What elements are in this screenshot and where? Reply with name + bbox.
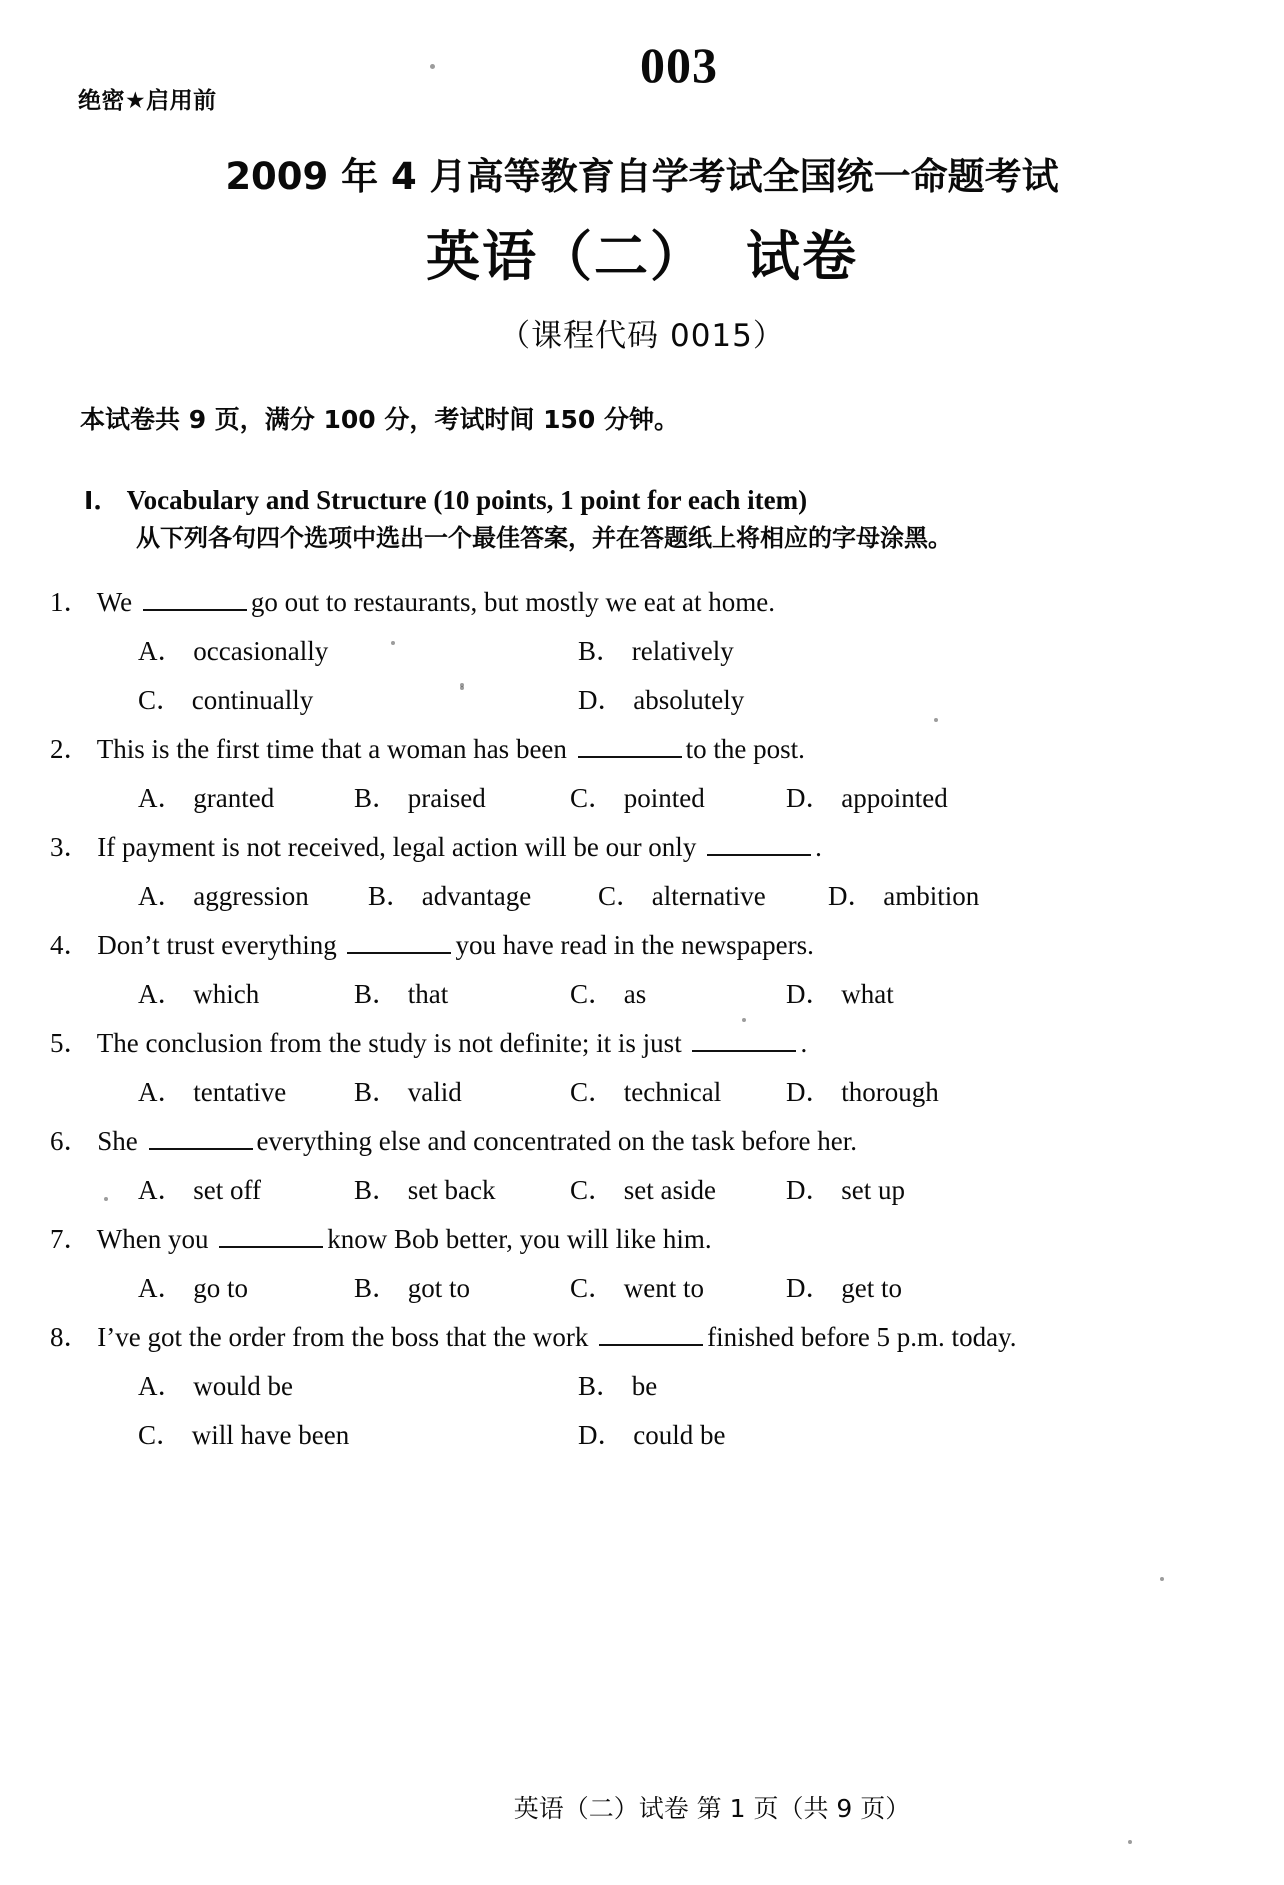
option-row bbox=[0, 1166, 1284, 1215]
section-heading bbox=[84, 478, 807, 517]
option-letter: C． bbox=[570, 783, 616, 813]
question-item bbox=[0, 823, 1284, 921]
option-letter: A． bbox=[138, 1077, 185, 1107]
scan-speck bbox=[1128, 1840, 1132, 1844]
option-text: be bbox=[631, 1371, 658, 1401]
scan-speck bbox=[104, 1197, 108, 1201]
subject-title bbox=[0, 214, 1284, 291]
option-choice[interactable] bbox=[828, 872, 1058, 921]
option-text: tentative bbox=[193, 1077, 287, 1107]
option-letter: B． bbox=[578, 1371, 624, 1401]
secrecy-mark: 绝密★启用前 bbox=[78, 88, 217, 114]
option-text: granted bbox=[193, 783, 275, 813]
option-choice[interactable] bbox=[570, 1166, 786, 1215]
option-text: what bbox=[841, 979, 894, 1009]
answer-blank bbox=[149, 1128, 253, 1150]
answer-blank bbox=[578, 736, 682, 758]
question-number: 5． bbox=[50, 1028, 91, 1058]
option-choice[interactable] bbox=[138, 1166, 354, 1215]
option-text: pointed bbox=[623, 783, 705, 813]
stem-text-before-blank: She bbox=[97, 1126, 138, 1156]
section-heading-text: Vocabulary and Structure (10 points, 1 point for each item) bbox=[126, 485, 808, 515]
stem-text-before-blank: The conclusion from the study is not definite; it is just bbox=[96, 1028, 682, 1058]
question-stem bbox=[0, 921, 1284, 970]
stem-text-after-blank: everything else and concentrated on the task before her. bbox=[256, 1126, 857, 1156]
question-number: 8． bbox=[50, 1322, 91, 1352]
scan-speck bbox=[742, 1018, 746, 1022]
stem-text-after-blank: know Bob better, you will like him. bbox=[327, 1224, 712, 1254]
option-letter: B． bbox=[354, 783, 400, 813]
paper-word: 试卷 bbox=[746, 225, 858, 288]
option-text: relatively bbox=[631, 636, 734, 666]
option-text: get to bbox=[841, 1273, 902, 1303]
stem-text-after-blank: you have read in the newspapers. bbox=[455, 930, 814, 960]
subject-name: 英语（二） bbox=[426, 225, 706, 288]
option-text: advantage bbox=[421, 881, 532, 911]
question-item bbox=[0, 725, 1284, 823]
option-letter: B． bbox=[354, 1077, 400, 1107]
option-choice[interactable] bbox=[354, 1068, 570, 1117]
option-choice[interactable] bbox=[368, 872, 598, 921]
option-letter: B． bbox=[354, 979, 400, 1009]
question-number: 4． bbox=[50, 930, 91, 960]
option-text: go to bbox=[193, 1273, 249, 1303]
option-text: thorough bbox=[841, 1077, 939, 1107]
question-number: 3． bbox=[50, 832, 91, 862]
course-code: （课程代码 0015） bbox=[499, 318, 785, 354]
answer-blank bbox=[219, 1226, 323, 1248]
option-letter: A． bbox=[138, 636, 185, 666]
option-choice[interactable] bbox=[138, 1264, 354, 1313]
option-choice[interactable] bbox=[570, 774, 786, 823]
option-letter: A． bbox=[138, 1273, 185, 1303]
option-letter: C． bbox=[138, 1420, 184, 1450]
option-row bbox=[0, 627, 1284, 676]
option-text: absolutely bbox=[633, 685, 745, 715]
option-choice[interactable] bbox=[138, 1068, 354, 1117]
paper-number: 003 bbox=[640, 37, 718, 93]
option-text: aggression bbox=[193, 881, 309, 911]
question-stem bbox=[0, 1313, 1284, 1362]
option-row bbox=[0, 774, 1284, 823]
option-choice[interactable] bbox=[786, 1264, 1002, 1313]
scan-speck bbox=[934, 718, 938, 722]
question-stem bbox=[0, 1019, 1284, 1068]
option-letter: A． bbox=[138, 1371, 185, 1401]
stem-text-before-blank: Don’t trust everything bbox=[97, 930, 337, 960]
option-text: will have been bbox=[191, 1420, 350, 1450]
option-letter: A． bbox=[138, 1175, 185, 1205]
exam-title: 2009 年 4 月高等教育自学考试全国统一命题考试 bbox=[225, 155, 1059, 198]
option-text: ambition bbox=[883, 881, 980, 911]
option-letter: A． bbox=[138, 979, 185, 1009]
option-choice[interactable] bbox=[786, 774, 1002, 823]
answer-blank bbox=[143, 589, 247, 611]
stem-text-after-blank: . bbox=[815, 832, 822, 862]
option-choice[interactable] bbox=[138, 872, 368, 921]
question-number: 7． bbox=[50, 1224, 91, 1254]
option-letter: D． bbox=[578, 1420, 625, 1450]
option-text: occasionally bbox=[193, 636, 329, 666]
option-text: went to bbox=[623, 1273, 705, 1303]
option-letter: C． bbox=[570, 1175, 616, 1205]
option-letter: B． bbox=[368, 881, 414, 911]
option-choice[interactable] bbox=[138, 676, 578, 725]
scan-speck bbox=[430, 64, 435, 69]
option-choice[interactable] bbox=[138, 1362, 578, 1411]
option-letter: D． bbox=[578, 685, 625, 715]
option-text: set back bbox=[407, 1175, 496, 1205]
option-letter: A． bbox=[138, 881, 185, 911]
option-letter: D． bbox=[786, 979, 833, 1009]
option-row bbox=[0, 970, 1284, 1019]
scan-speck bbox=[460, 686, 464, 690]
option-letter: D． bbox=[786, 1077, 833, 1107]
option-text: set aside bbox=[623, 1175, 716, 1205]
option-choice[interactable] bbox=[598, 872, 828, 921]
option-choice[interactable] bbox=[578, 627, 1018, 676]
option-text: could be bbox=[633, 1420, 726, 1450]
option-choice[interactable] bbox=[354, 970, 570, 1019]
option-letter: D． bbox=[786, 1175, 833, 1205]
option-text: that bbox=[407, 979, 449, 1009]
question-item bbox=[0, 1313, 1284, 1460]
scan-speck bbox=[1160, 1577, 1164, 1581]
section-dot: ． bbox=[93, 485, 121, 515]
option-choice[interactable] bbox=[578, 676, 1018, 725]
option-letter: D． bbox=[828, 881, 875, 911]
option-choice[interactable] bbox=[354, 774, 570, 823]
stem-text-before-blank: I’ve got the order from the boss that the work bbox=[97, 1322, 589, 1352]
option-letter: B． bbox=[578, 636, 624, 666]
option-choice[interactable] bbox=[138, 1411, 578, 1460]
question-stem bbox=[0, 725, 1284, 774]
scan-speck bbox=[391, 641, 395, 645]
question-stem bbox=[0, 823, 1284, 872]
option-letter: C． bbox=[570, 1273, 616, 1303]
option-choice[interactable] bbox=[786, 970, 1002, 1019]
option-text: set off bbox=[193, 1175, 261, 1205]
option-choice[interactable] bbox=[138, 627, 578, 676]
stem-text-after-blank: . bbox=[800, 1028, 808, 1058]
question-item bbox=[0, 921, 1284, 1019]
option-choice[interactable] bbox=[570, 1264, 786, 1313]
option-choice[interactable] bbox=[570, 1068, 786, 1117]
option-letter: A． bbox=[138, 783, 185, 813]
option-letter: C． bbox=[570, 1077, 616, 1107]
option-choice[interactable] bbox=[138, 970, 354, 1019]
page-footer: 英语（二）试卷 第 1 页（共 9 页） bbox=[513, 1794, 911, 1823]
question-list bbox=[0, 578, 1284, 1460]
option-letter: C． bbox=[598, 881, 644, 911]
question-stem bbox=[0, 1215, 1284, 1264]
option-text: alternative bbox=[651, 881, 766, 911]
option-text: appointed bbox=[841, 783, 948, 813]
question-item bbox=[0, 578, 1284, 725]
option-text: praised bbox=[407, 783, 486, 813]
option-text: technical bbox=[623, 1077, 722, 1107]
option-letter: C． bbox=[138, 685, 184, 715]
section-instruction: 从下列各句四个选项中选出一个最佳答案，并在答题纸上将相应的字母涂黑。 bbox=[136, 524, 952, 552]
option-text: which bbox=[193, 979, 260, 1009]
stem-text-after-blank: to the post. bbox=[685, 734, 805, 764]
question-stem bbox=[0, 578, 1284, 627]
option-letter: D． bbox=[786, 1273, 833, 1303]
option-choice[interactable] bbox=[138, 774, 354, 823]
question-number: 6． bbox=[50, 1126, 91, 1156]
option-row bbox=[0, 1068, 1284, 1117]
exam-info-line: 本试卷共 9 页，满分 100 分，考试时间 150 分钟。 bbox=[80, 405, 679, 434]
stem-text-before-blank: We bbox=[96, 587, 133, 617]
stem-text-after-blank: go out to restaurants, but mostly we eat at home. bbox=[250, 587, 775, 617]
option-text: set up bbox=[841, 1175, 905, 1205]
section-roman-numeral: Ⅰ bbox=[84, 486, 94, 515]
option-choice[interactable] bbox=[578, 1411, 1018, 1460]
option-row bbox=[0, 676, 1284, 725]
option-row bbox=[0, 1411, 1284, 1460]
question-number: 1． bbox=[50, 587, 91, 617]
option-choice[interactable] bbox=[354, 1264, 570, 1313]
answer-blank bbox=[599, 1324, 703, 1346]
stem-text-before-blank: If payment is not received, legal action will be our only bbox=[97, 832, 697, 862]
option-choice[interactable] bbox=[570, 970, 786, 1019]
question-item bbox=[0, 1117, 1284, 1215]
option-text: would be bbox=[193, 1371, 293, 1401]
stem-text-before-blank: When you bbox=[96, 1224, 209, 1254]
option-text: got to bbox=[407, 1273, 471, 1303]
option-choice[interactable] bbox=[578, 1362, 1018, 1411]
option-row bbox=[0, 1362, 1284, 1411]
answer-blank bbox=[707, 834, 811, 856]
stem-text-after-blank: finished before 5 p.m. today. bbox=[707, 1322, 1017, 1352]
stem-text-before-blank: This is the first time that a woman has been bbox=[96, 734, 567, 764]
answer-blank bbox=[692, 1030, 796, 1052]
option-text: as bbox=[623, 979, 647, 1009]
option-text: valid bbox=[407, 1077, 462, 1107]
option-row bbox=[0, 1264, 1284, 1313]
question-item bbox=[0, 1019, 1284, 1117]
option-row bbox=[0, 872, 1284, 921]
question-stem bbox=[0, 1117, 1284, 1166]
option-letter: C． bbox=[570, 979, 616, 1009]
option-letter: D． bbox=[786, 783, 833, 813]
question-number: 2． bbox=[50, 734, 91, 764]
option-choice[interactable] bbox=[354, 1166, 570, 1215]
answer-blank bbox=[347, 932, 451, 954]
option-letter: B． bbox=[354, 1175, 400, 1205]
option-text: continually bbox=[191, 685, 314, 715]
question-item bbox=[0, 1215, 1284, 1313]
option-choice[interactable] bbox=[786, 1166, 1002, 1215]
option-choice[interactable] bbox=[786, 1068, 1002, 1117]
option-letter: B． bbox=[354, 1273, 400, 1303]
